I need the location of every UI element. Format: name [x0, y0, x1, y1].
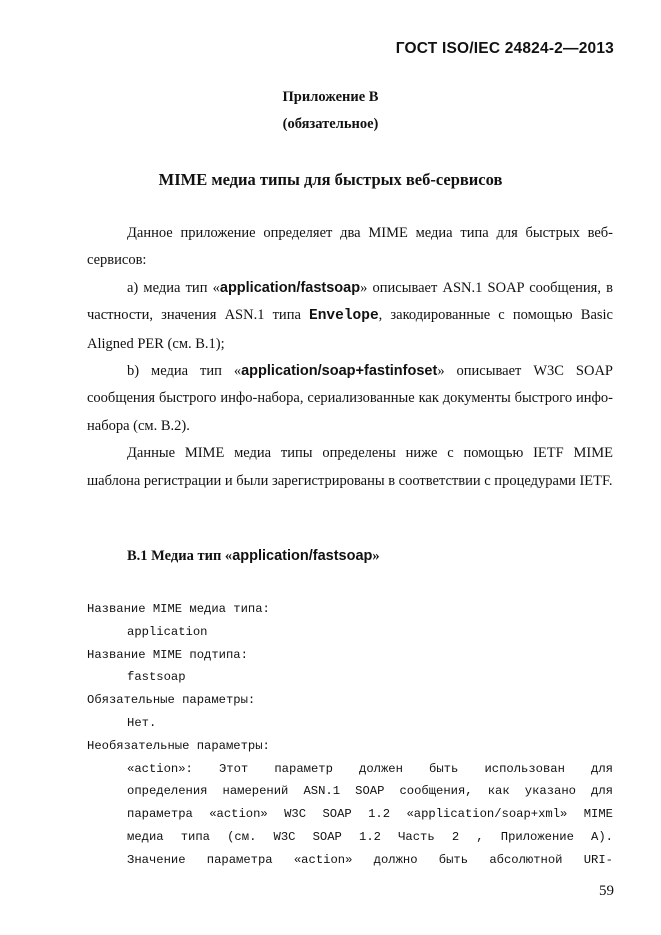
mime-type-value: application: [127, 624, 208, 639]
item-a-middle: » описывает ASN.1 SOAP сообщения, в частности, значения ASN.1 типа: [87, 279, 613, 324]
optional-params-label: Необязательные параметры:: [87, 738, 270, 753]
item-a-mime-type: application/fastsoap: [219, 279, 361, 296]
required-params-label: Обязательные параметры:: [87, 693, 256, 708]
page-number: 59: [599, 883, 614, 899]
optional-params-line: Значение параметра «action» должно быть абсолютной URI-: [127, 852, 613, 867]
section-title-suffix: »: [372, 548, 380, 564]
closing-paragraph: [87, 440, 613, 495]
optional-params-line: определения намерений ASN.1 SOAP сообщения, как указано для: [127, 784, 613, 799]
body-text: [87, 220, 613, 495]
item-a-code: Envelope: [309, 308, 379, 325]
item-b-paragraph: [87, 358, 613, 440]
item-a-suffix: , закодированные с помощью Basic Aligned PER (см. В.1);: [87, 307, 613, 352]
intro-text: Данное приложение определяет два MIME медиа типа для быстрых веб-сервисов:: [87, 225, 613, 269]
section-title: [127, 548, 380, 565]
item-b-mime-type: application/soap+fastinfoset: [241, 363, 438, 380]
item-a-prefix: а) медиа тип «: [127, 279, 220, 296]
closing-text: Данные MIME медиа типы определены ниже с помощью IETF MIME шаблона регистрации и были зарегистрированы в соответствии с процедурами IETF.: [87, 445, 613, 489]
standard-header: ГОСТ ISO/IEC 24824-2—2013: [395, 40, 614, 57]
section-title-type: application/fastsoap: [232, 548, 373, 564]
intro-paragraph: [87, 220, 613, 275]
annex-title: Приложение В: [282, 89, 379, 105]
registration-template: [87, 598, 617, 872]
mime-type-label: Название MIME медиа типа:: [87, 602, 270, 616]
mime-subtype-label: Название MIME подтипа:: [87, 647, 248, 662]
item-b-suffix: » описывает W3C SOAP сообщения быстрого инфо-набора, сериализованные как документы быстрого инфо-набора (см. В.2).: [87, 363, 613, 434]
optional-params-line: «action»: Этот параметр должен быть использован для: [127, 761, 613, 776]
optional-params-line: параметра «action» W3C SOAP 1.2 «application/soap+xml» MIME: [127, 807, 613, 822]
annex-heading: MIME медиа типы для быстрых веб-сервисов: [158, 170, 503, 189]
item-b-prefix: b) медиа тип «: [127, 363, 242, 380]
optional-params-line: медиа типа (см. W3C SOAP 1.2 Часть 2 , Приложение А).: [127, 829, 613, 844]
item-a-paragraph: [87, 275, 613, 358]
annex-status: (обязательное): [282, 116, 379, 132]
section-title-prefix: В.1 Медиа тип «: [127, 548, 233, 564]
required-params-value: Нет.: [127, 715, 157, 730]
mime-subtype-value: fastsoap: [127, 670, 186, 685]
